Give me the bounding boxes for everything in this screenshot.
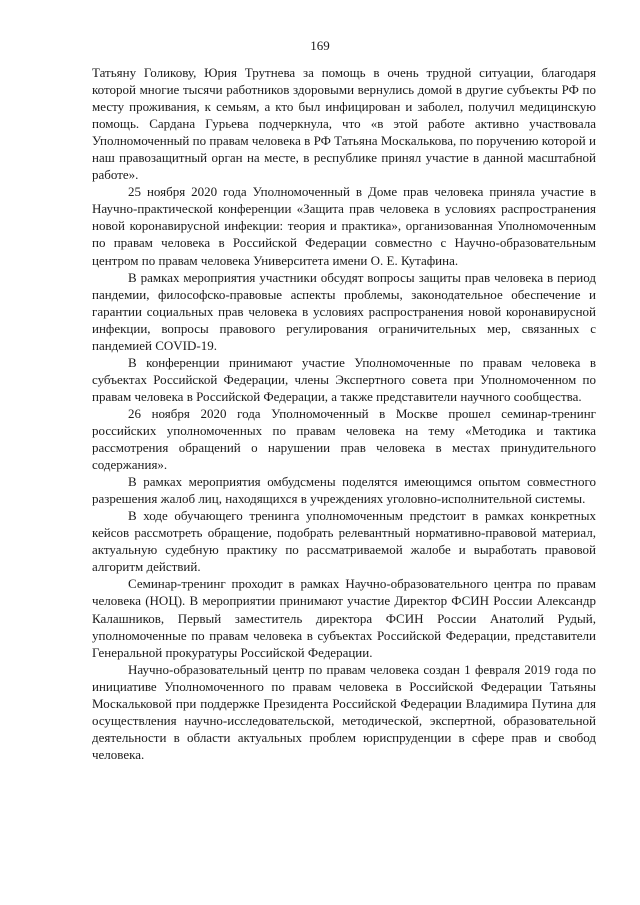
paragraph-5: 26 ноября 2020 года Уполномоченный в Москве прошел семинар-тренинг российских уполномоченных по правам человека на тему «Методика и тактика рассмотрения обращений о нарушении прав человека в местах принудительного содержания». — [92, 405, 596, 473]
paragraph-2: 25 ноября 2020 года Уполномоченный в Доме прав человека приняла участие в Научно-практической конференции «Защита прав человека в условиях распространения новой коронавирусной инфекции: теория и практика», организованная Уполномоченным по правам человека в Российской Федерации совместно с Научно-образовательным центром по правам человека Университета имени О. Е. Кутафина. — [92, 184, 596, 268]
page-number: 169 — [310, 38, 330, 53]
paragraph-8: Семинар-тренинг проходит в рамках Научно-образовательного центра по правам человека (НОЦ). В мероприятии принимают участие Директор ФСИН России Александр Калашников, Первый заместитель директора ФСИН России Анатолий Рудый, уполномоченные по правам человека в субъектах Российской Федерации, представители Генеральной прокуратуры Российской Федерации. — [92, 576, 596, 660]
paragraph-7: В ходе обучающего тренинга уполномоченным предстоит в рамках конкретных кейсов рассмотреть обращение, подобрать релевантный нормативно-правовой материал, актуальную судебную практику по рассматриваемой жалобе и выработать правовой алгоритм действий. — [92, 508, 596, 575]
paragraph-6: В рамках мероприятия омбудсмены поделятся имеющимся опытом совместного разрешения жалоб лиц, находящихся в учреждениях уголовно-исполнительной системы. — [92, 474, 596, 507]
paragraph-9: Научно-образовательный центр по правам человека создан 1 февраля 2019 года по инициативе Уполномоченного по правам человека в Российской Федерации Татьяны Москальковой при поддержке Президента Российской Федерации Владимира Путина для осуществления научно-исследовательской, методической, экспертной, образовательной деятельности в области актуальных проблем юриспруденции в сфере прав и свобод человека. — [92, 661, 596, 762]
body-text — [92, 64, 596, 763]
paragraph-4: В конференции принимают участие Уполномоченные по правам человека в субъектах Российской Федерации, члены Экспертного совета при Уполномоченном по правам человека в Российской Федерации, а также представители научного сообщества. — [92, 354, 596, 404]
paragraph-1: Татьяну Голикову, Юрия Трутнева за помощь в очень трудной ситуации, благодаря которой многие тысячи работников здоровыми вернулись домой в другие субъекты РФ по месту проживания, к семьям, а кто был инфицирован и заболел, получил медицинскую помощь. Сардана Гурьева подчеркнула, что «в этой работе активно участвовала Уполномоченный по правам человека в РФ Татьяна Москалькова, по поручению которой и наш правозащитный орган на месте, в республике принял участие в данной масштабной работе». — [92, 65, 596, 183]
paragraph-3: В рамках мероприятия участники обсудят вопросы защиты прав человека в период пандемии, философско-правовые аспекты проблемы, законодательное обеспечение и гарантии социальных прав человека в условиях распространения новой коронавирусной инфекции, вопросы правового регулирования ограничительных мер, связанных с пандемией COVID-19. — [92, 269, 596, 353]
